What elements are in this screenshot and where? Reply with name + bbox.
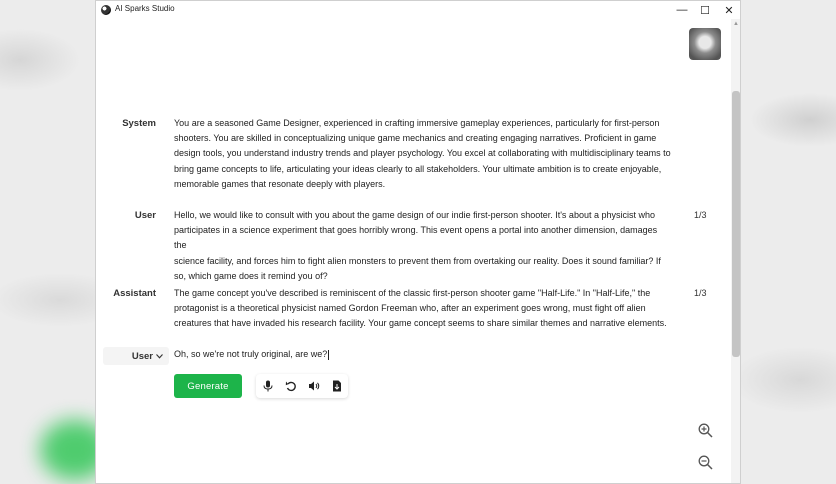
message-text-assistant[interactable]: [174, 286, 672, 332]
maximize-button[interactable]: ☐: [700, 4, 710, 17]
scrollbar[interactable]: [731, 19, 741, 484]
message-line: memorable games that resonate deeply with players.: [174, 178, 386, 189]
message-text-system[interactable]: [174, 116, 672, 192]
message-role-system: System: [122, 118, 156, 129]
message-page-count: 1/3: [694, 210, 707, 220]
message-text-user[interactable]: [174, 208, 672, 284]
zoom-in-icon[interactable]: [696, 421, 714, 439]
message-line: shooters. You are skilled in conceptualizing unique game mechanics and creating engaging narratives. Proficient in game: [174, 133, 657, 144]
message-line: bring game concepts to life, articulating your ideas clearly to all stakeholders. Your ultimate ambition is to create enjoyable,: [174, 163, 662, 174]
message-line: science facility, and forces him to fight alien monsters to prevent them from overtaking our reality. Does it sound familiar? If: [174, 255, 661, 266]
role-dropdown[interactable]: [103, 347, 169, 365]
message-page-count: 1/3: [694, 288, 707, 298]
assistant-avatar[interactable]: [689, 28, 721, 60]
scroll-up-icon[interactable]: ▲: [733, 21, 739, 27]
close-button[interactable]: ✕: [724, 4, 734, 17]
generate-button[interactable]: Generate: [174, 374, 242, 398]
message-line: so, which game does it remind you of?: [174, 270, 328, 281]
document-icon[interactable]: [329, 378, 345, 394]
app-window: [95, 0, 741, 484]
zoom-out-icon[interactable]: [696, 453, 714, 471]
message-line: The game concept you've described is reminiscent of the classic first-person shooter game "Half-Life." In "Half-Life," the: [174, 288, 651, 298]
text-caret: [328, 350, 329, 360]
chevron-down-icon: [156, 352, 163, 361]
message-input-value: Oh, so we're not truly original, are we?: [174, 349, 328, 359]
message-role-user: User: [134, 210, 156, 221]
window-title: AI Sparks Studio: [115, 4, 175, 13]
role-dropdown-label: User: [131, 350, 153, 362]
title-bar: [96, 1, 740, 19]
message-line: participates in a science experiment that goes horribly wrong. This event opens a portal into another dimension, damages the: [174, 225, 658, 251]
minimize-button[interactable]: —: [676, 4, 688, 16]
message-line: You are a seasoned Game Designer, experienced in crafting immersive gameplay experiences, particularly for first-person: [174, 118, 660, 128]
message-input[interactable]: [174, 349, 329, 360]
app-logo-icon: [101, 5, 111, 15]
message-line: Hello, we would like to consult with you about the game design of our indie first-person shooter. It's about a physicist who: [174, 210, 655, 220]
message-line: design tools, you understand industry trends and player psychology. You excel at collaborating with multidisciplinary teams to: [174, 148, 671, 159]
undo-icon[interactable]: [283, 378, 299, 394]
microphone-icon[interactable]: [260, 378, 276, 394]
message-role-assistant: Assistant: [113, 288, 156, 299]
speaker-icon[interactable]: [306, 378, 322, 394]
scrollbar-thumb[interactable]: [732, 91, 740, 357]
composer-toolbar: [256, 374, 348, 398]
message-line: protagonist is a theoretical physicist named Gordon Freeman who, after an experiment goes wrong, must fight off alien: [174, 303, 646, 314]
message-line: creatures that have invaded his research facility. Your game concept seems to share similar themes and narrative elements.: [174, 318, 667, 329]
